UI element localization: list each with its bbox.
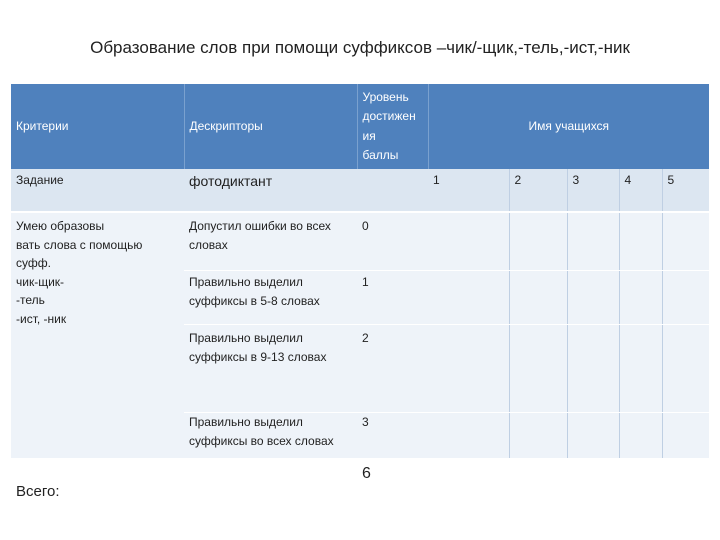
descriptor-score: 0 xyxy=(357,212,428,271)
score-cell[interactable] xyxy=(619,271,662,325)
score-cell[interactable] xyxy=(619,325,662,413)
task-level-empty xyxy=(357,169,428,212)
task-row xyxy=(11,169,709,212)
criterion-cell: Умею образовы вать слова с помощью суфф. чик-щик- -тель -ист, -ник xyxy=(11,212,184,458)
descriptor-score: 2 xyxy=(357,325,428,413)
score-cell[interactable] xyxy=(619,413,662,459)
student-number-1: 1 xyxy=(428,169,509,212)
student-number-4: 4 xyxy=(619,169,662,212)
score-cell[interactable] xyxy=(567,271,619,325)
descriptor-score: 1 xyxy=(357,271,428,325)
score-cell[interactable] xyxy=(662,271,709,325)
score-cell[interactable] xyxy=(509,271,567,325)
total-row xyxy=(11,458,709,510)
score-cell[interactable] xyxy=(428,212,509,271)
assessment-table xyxy=(11,84,709,510)
student-number-5: 5 xyxy=(662,169,709,212)
page-title: Образование слов при помощи суффиксов –чик/-щик,-тель,-ист,-ник xyxy=(90,38,630,57)
descriptor-text: Правильно выделил суффиксы в 9-13 словах xyxy=(184,325,357,413)
student-number-3: 3 xyxy=(567,169,619,212)
descriptor-text: Допустил ошибки во всех словах xyxy=(184,212,357,271)
descriptor-row-0 xyxy=(11,212,709,271)
total-label: Всего: xyxy=(11,458,184,510)
score-cell[interactable] xyxy=(662,212,709,271)
descriptor-text: Правильно выделил суффиксы во всех словах xyxy=(184,413,357,459)
header-descriptors: Дескрипторы xyxy=(184,84,357,169)
descriptor-score: 3 xyxy=(357,413,428,459)
task-label: Задание xyxy=(11,169,184,212)
score-cell[interactable] xyxy=(567,325,619,413)
total-score: 6 xyxy=(357,458,428,510)
descriptor-text: Правильно выделил суффиксы в 5-8 словах xyxy=(184,271,357,325)
score-cell[interactable] xyxy=(509,413,567,459)
score-cell[interactable] xyxy=(428,325,509,413)
score-cell[interactable] xyxy=(428,413,509,459)
score-cell[interactable] xyxy=(428,271,509,325)
score-cell[interactable] xyxy=(567,413,619,459)
score-cell[interactable] xyxy=(509,325,567,413)
score-cell[interactable] xyxy=(567,212,619,271)
header-level: Уровень достижен ия баллы xyxy=(357,84,428,169)
header-students: Имя учащихся xyxy=(428,84,709,169)
task-value: фотодиктант xyxy=(184,169,357,212)
score-cell[interactable] xyxy=(662,325,709,413)
header-row xyxy=(11,84,709,169)
score-cell[interactable] xyxy=(662,413,709,459)
header-criteria: Критерии xyxy=(11,84,184,169)
score-cell[interactable] xyxy=(619,212,662,271)
total-descriptor-empty xyxy=(184,458,357,510)
score-cell[interactable] xyxy=(509,212,567,271)
student-number-2: 2 xyxy=(509,169,567,212)
